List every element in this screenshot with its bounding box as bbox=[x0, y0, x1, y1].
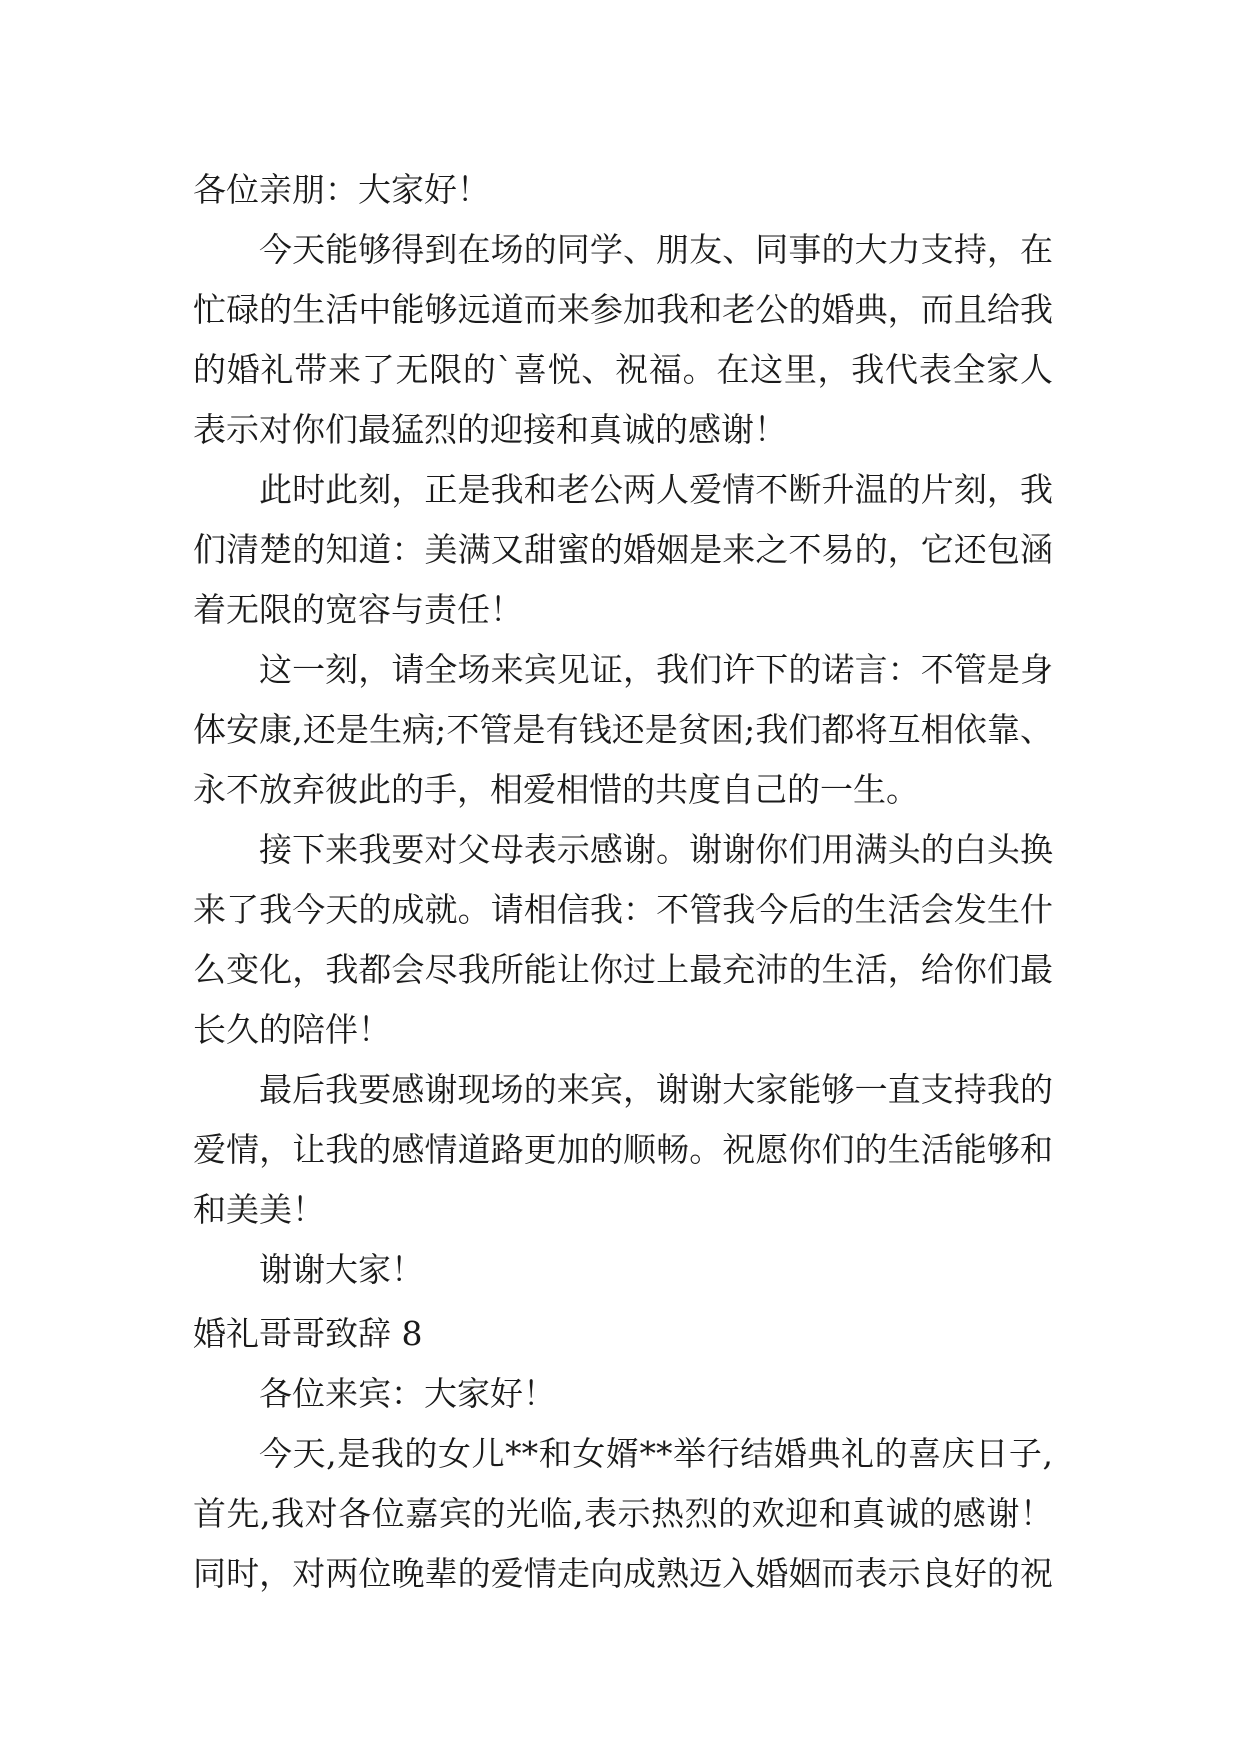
text-line: 来了我今天的成就。请相信我：不管我今后的生活会发生什 bbox=[193, 890, 1053, 929]
text-line: 同时，对两位晚辈的爱情走向成熟迈入婚姻而表示良好的祝 bbox=[193, 1554, 1053, 1593]
document-page bbox=[193, 160, 1053, 1604]
text-line: 首先,我对各位嘉宾的光临,表示热烈的欢迎和真诚的感谢！ bbox=[193, 1494, 1053, 1533]
text-line: 此时此刻，正是我和老公两人爱情不断升温的片刻，我 bbox=[259, 470, 1053, 509]
text-line: 和美美！ bbox=[193, 1190, 325, 1229]
text-line: 今天,是我的女儿**和女婿**举行结婚典礼的喜庆日子, bbox=[259, 1434, 1053, 1473]
text-line: 永不放弃彼此的手，相爱相惜的共度自己的一生。 bbox=[193, 770, 919, 809]
text-line: 长久的陪伴！ bbox=[193, 1010, 391, 1049]
text-line: 体安康,还是生病;不管是有钱还是贫困;我们都将互相依靠、 bbox=[193, 710, 1053, 749]
text-line: 谢谢大家！ bbox=[259, 1250, 424, 1289]
text-line: 的婚礼带来了无限的`喜悦、祝福。在这里，我代表全家人 bbox=[193, 350, 1053, 389]
text-line: 爱情，让我的感情道路更加的顺畅。祝愿你们的生活能够和 bbox=[193, 1130, 1053, 1169]
text-line: 最后我要感谢现场的来宾，谢谢大家能够一直支持我的 bbox=[259, 1070, 1053, 1109]
text-line: 们清楚的知道：美满又甜蜜的婚姻是来之不易的，它还包涵 bbox=[193, 530, 1053, 569]
text-line: 这一刻，请全场来宾见证，我们许下的诺言：不管是身 bbox=[259, 650, 1053, 689]
text-line: 各位来宾：大家好！ bbox=[259, 1374, 556, 1413]
text-line: 表示对你们最猛烈的迎接和真诚的感谢！ bbox=[193, 410, 787, 449]
text-line: 今天能够得到在场的同学、朋友、同事的大力支持，在 bbox=[259, 230, 1053, 269]
text-line: 接下来我要对父母表示感谢。谢谢你们用满头的白头换 bbox=[259, 830, 1053, 869]
text-line: 各位亲朋：大家好！ bbox=[193, 170, 490, 209]
section-heading: 婚礼哥哥致辞 8 bbox=[193, 1314, 423, 1353]
text-line: 着无限的宽容与责任！ bbox=[193, 590, 523, 629]
text-line: 忙碌的生活中能够远道而来参加我和老公的婚典，而且给我 bbox=[193, 290, 1053, 329]
text-line: 么变化，我都会尽我所能让你过上最充沛的生活，给你们最 bbox=[193, 950, 1053, 989]
